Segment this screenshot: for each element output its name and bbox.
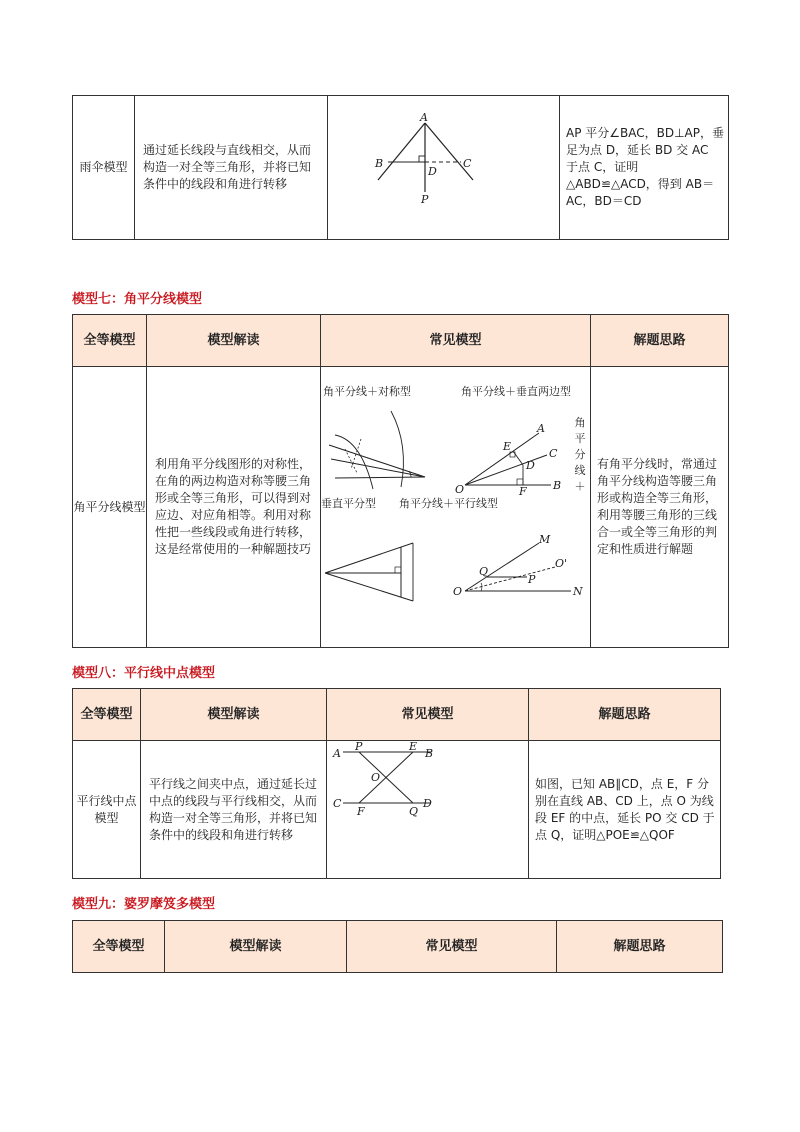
header-common-model: 常见模型: [327, 689, 529, 741]
label-a: A: [333, 747, 341, 760]
label-p: P: [421, 193, 429, 206]
model-figure-cell: [328, 96, 560, 240]
model-description-cell: 通过延长线段与直线相交，从而构造一对全等三角形，并将已知条件中的线段和角进行转移: [135, 96, 328, 240]
model-name-cell: 角平分线模型: [73, 367, 147, 648]
model-name-cell: 平行线中点模型: [73, 741, 141, 879]
label-f: F: [357, 805, 365, 818]
label-o: O: [371, 771, 381, 784]
label-o: O: [455, 483, 465, 495]
caption-perpendicular-sides: 角平分线＋垂直两边型: [461, 385, 571, 398]
label-c: C: [549, 447, 558, 460]
model-figure-cell: [327, 741, 529, 879]
header-solution-idea: 解题思路: [591, 315, 729, 367]
label-p: P: [528, 573, 536, 586]
label-q: Q: [479, 565, 489, 578]
label-p: P: [355, 741, 363, 753]
umbrella-model-table: [72, 95, 729, 240]
header-model: 全等模型: [73, 689, 141, 741]
label-m: M: [539, 533, 551, 546]
label-f: F: [519, 485, 527, 495]
label-d: D: [428, 165, 437, 178]
brahmagupta-table: [72, 920, 723, 973]
header-solution-idea: 解题思路: [529, 689, 721, 741]
caption-symmetric: 角平分线＋对称型: [323, 385, 411, 398]
header-common-model: 常见模型: [321, 315, 591, 367]
perpendicular-sides-figure: [451, 405, 581, 495]
section-title-parallel-midpoint: 模型八：平行线中点模型: [72, 666, 216, 681]
model-description-cell: 平行线之间夹中点，通过延长过中点的线段与平行线相交，从而构造一对全等三角形，并将已知条件中的线段和角进行转移: [141, 741, 327, 879]
model-name-cell: 雨伞模型: [73, 96, 135, 240]
parallel-midpoint-table: [72, 688, 721, 879]
header-common-model: 常见模型: [347, 921, 557, 973]
header-solution-idea: 解题思路: [557, 921, 723, 973]
label-a: A: [420, 111, 428, 124]
angle-bisector-table: [72, 314, 729, 648]
section-title-brahmagupta: 模型九：婆罗摩笈多模型: [72, 897, 216, 912]
perpendicular-bisector-figure: [321, 539, 421, 615]
label-b: B: [553, 479, 562, 492]
label-q: Q: [409, 805, 419, 818]
umbrella-figure: [328, 96, 560, 234]
header-model: 全等模型: [73, 921, 165, 973]
label-b: B: [375, 157, 384, 170]
solution-idea-cell: 有角平分线时，常通过角平分线构造等腰三角形或构造全等三角形，利用等腰三角形的三线合一或全等三角形的判定和性质进行解题: [591, 367, 729, 648]
label-c: C: [463, 157, 472, 170]
caption-perpendicular-bisector: 垂直平分型: [321, 497, 376, 510]
label-a: A: [537, 422, 545, 435]
header-interpretation: 模型解读: [165, 921, 347, 973]
label-o-prime: O': [555, 557, 568, 570]
label-e: E: [409, 741, 418, 753]
caption-vertical: 角平分线＋: [574, 416, 586, 493]
label-e: E: [503, 440, 512, 453]
model-description-cell: 利用角平分线图形的对称性，在角的两边构造对称等腰三角形或全等三角形，可以得到对应边、对应角相等。利用对称性把一些线段或角进行转移，这是经常使用的一种解题技巧: [147, 367, 321, 648]
label-b: B: [425, 747, 434, 760]
label-n: N: [573, 585, 583, 598]
parallel-figure: [451, 527, 591, 607]
header-model: 全等模型: [73, 315, 147, 367]
model-figure-cell: [321, 367, 591, 648]
header-interpretation: 模型解读: [147, 315, 321, 367]
section-title-angle-bisector: 模型七：角平分线模型: [72, 292, 203, 307]
label-d: D: [526, 459, 535, 472]
symmetric-figure: [321, 405, 441, 495]
label-o: O: [453, 585, 463, 598]
solution-idea-cell: 如图，已知 AB∥CD，点 E，F 分别在直线 AB、CD 上，点 O 为线段 EF 的中点，延长 PO 交 CD 于点 Q，证明△POE≌△QOF: [529, 741, 721, 879]
caption-parallel: 角平分线＋平行线型: [399, 497, 498, 510]
solution-idea-cell: AP 平分∠BAC，BD⊥AP，垂足为点 D，延长 BD 交 AC 于点 C，证明△ABD≌△ACD，得到 AB＝AC，BD＝CD: [560, 96, 729, 240]
header-interpretation: 模型解读: [141, 689, 327, 741]
parallel-midpoint-figure: [327, 741, 529, 821]
label-d: D: [423, 797, 432, 810]
label-c: C: [333, 797, 342, 810]
